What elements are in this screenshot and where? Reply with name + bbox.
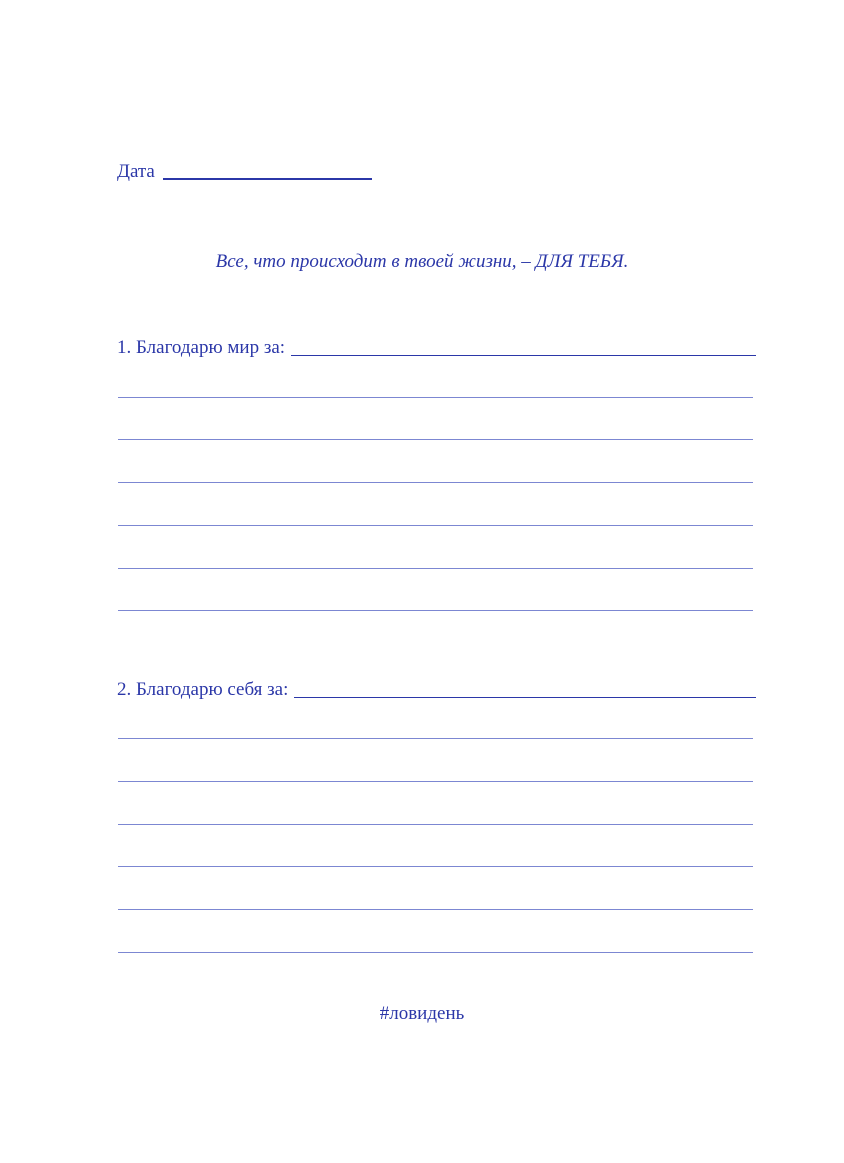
section-world-line[interactable] xyxy=(118,397,753,398)
section-world-first-line[interactable] xyxy=(291,355,756,356)
section-world-heading xyxy=(117,336,756,360)
section-self-line[interactable] xyxy=(118,866,753,867)
date-input-line[interactable] xyxy=(163,178,372,180)
section-self-line[interactable] xyxy=(118,952,753,953)
section-self-line[interactable] xyxy=(118,824,753,825)
motto: Все, что происходит в твоей жизни, – ДЛЯ ТЕБЯ. xyxy=(215,251,629,272)
section-self-first-line[interactable] xyxy=(294,697,756,698)
section-world-line[interactable] xyxy=(118,482,753,483)
date-row xyxy=(117,160,372,184)
section-self-line[interactable] xyxy=(118,738,753,739)
section-self-label: 2. Благодарю себя за: xyxy=(117,679,289,700)
section-self-line[interactable] xyxy=(118,781,753,782)
section-world-line[interactable] xyxy=(118,439,753,440)
section-self-heading xyxy=(117,678,756,702)
hashtag: #ловидень xyxy=(379,1003,465,1024)
section-world-line[interactable] xyxy=(118,525,753,526)
section-world-line[interactable] xyxy=(118,610,753,611)
section-world-line[interactable] xyxy=(118,568,753,569)
section-world-label: 1. Благодарю мир за: xyxy=(117,337,286,358)
date-label: Дата xyxy=(117,161,155,182)
section-self-line[interactable] xyxy=(118,909,753,910)
